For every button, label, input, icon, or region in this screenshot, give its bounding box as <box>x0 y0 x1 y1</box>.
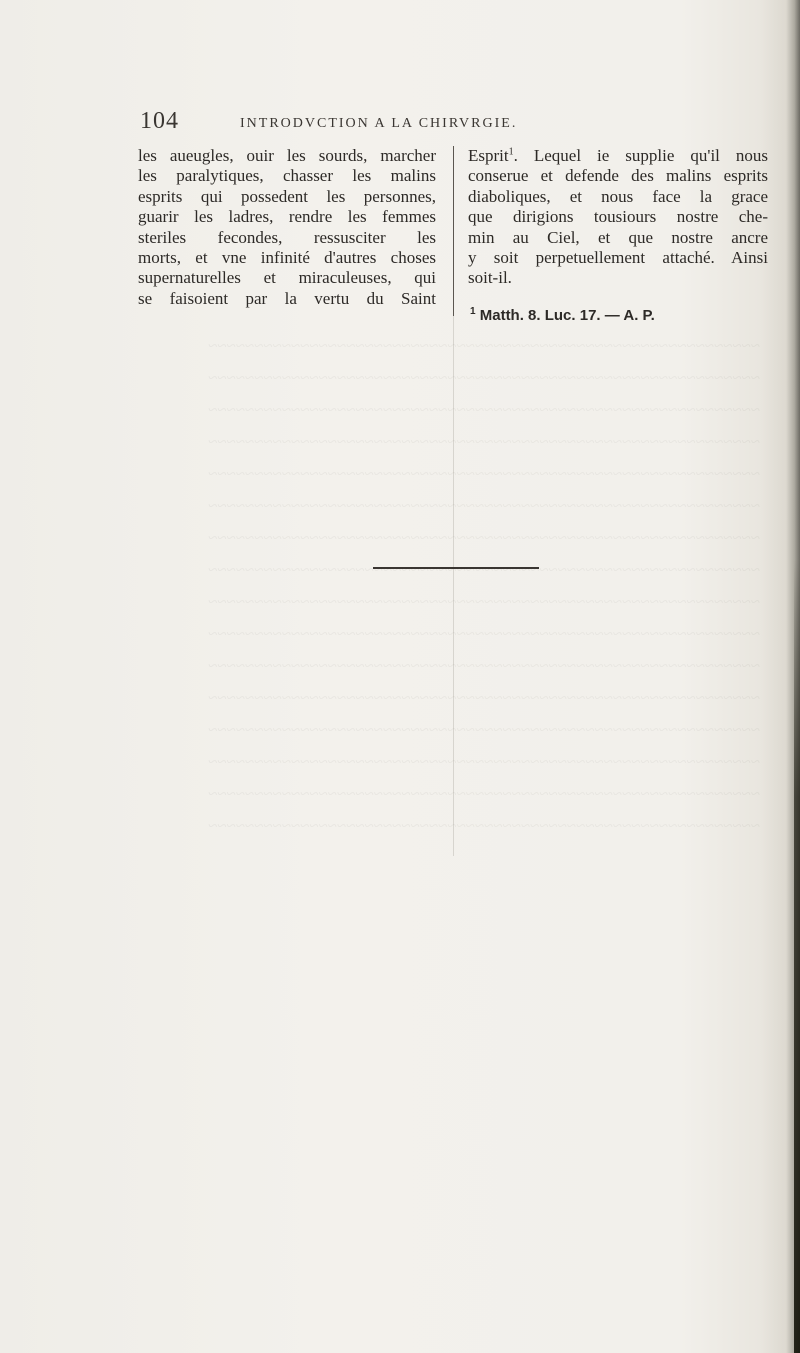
page-edge-dark <box>794 560 800 1353</box>
column-divider-show-through <box>453 316 454 856</box>
text-line <box>468 146 768 166</box>
text-line: soit-il. <box>468 268 512 288</box>
text-line: guarir les ladres, rendre les femmes <box>138 207 436 227</box>
text-line: esprits qui possedent les personnes, <box>138 186 436 206</box>
running-title: INTRODVCTION A LA CHIRVRGIE. <box>240 116 518 131</box>
footnote-reference: 1 <box>508 146 514 158</box>
page-header <box>140 108 660 142</box>
show-through-texture: ~~~~~~~~~~~~~~~~~~~~~~~~~~~~~~~~~~~~~~~~~~~~~~~~~~~~~~~~~~~~ ~~~~~~~~~~~~~~~~~~~~~~~~~~~~~~~~~~~~~~~~~~~~~~~~~~~~~~~~~~~~ ~~~~~~~~~~~~~~~~~~~~~~~~~~~~~~~~~~~~~~~~~~~~~~~~~~~~~~~~~~~~ ~~~~~~~~~~~~~~~~~~~~~~~~~~~~~~~~~~~~~~~~~~~~~~~~~~~~~~~~~~~~ ~~~~~~~~~~~~~~~~~~~~~~~~~~~~~~~~~~~~~~~~~~~~~~~~~~~~~~~~~~~~ ~~~~~~~~~~~~~~~~~~~~~~~~~~~~~~~~~~~~~~~~~~~~~~~~~~~~~~~~~~~~ ~~~~~~~~~~~~~~~~~~~~~~~~~~~~~~~~~~~~~~~~~~~~~~~~~~~~~~~~~~~~ ~~~~~~~~~~~~~~~~~~~~~~~~~~~~~~~~~~~~~~~~~~~~~~~~~~~~~~~~~~~~ ~~~~~~~~~~~~~~~~~~~~~~~~~~~~~~~~~~~~~~~~~~~~~~~~~~~~~~~~~~~~ ~~~~~~~~~~~~~~~~~~~~~~~~~~~~~~~~~~~~~~~~~~~~~~~~~~~~~~~~~~~~ ~~~~~~~~~~~~~~~~~~~~~~~~~~~~~~~~~~~~~~~~~~~~~~~~~~~~~~~~~~~~ ~~~~~~~~~~~~~~~~~~~~~~~~~~~~~~~~~~~~~~~~~~~~~~~~~~~~~~~~~~~~ ~~~~~~~~~~~~~~~~~~~~~~~~~~~~~~~~~~~~~~~~~~~~~~~~~~~~~~~~~~~~ ~~~~~~~~~~~~~~~~~~~~~~~~~~~~~~~~~~~~~~~~~~~~~~~~~~~~~~~~~~~~ ~~~~~~~~~~~~~~~~~~~~~~~~~~~~~~~~~~~~~~~~~~~~~~~~~~~~~~~~~~~~ ~~~~~~~~~~~~~~~~~~~~~~~~~~~~~~~~~~~~~~~~~~~~~~~~~~~~~~~~~~~~ <box>208 336 760 835</box>
footnote-text: Matth. 8. Luc. 17. — A. P. <box>479 307 655 324</box>
text-line: diaboliques, et nous face la grace <box>468 186 768 206</box>
text-line: y soit perpetuellement attaché. Ainsi <box>468 248 768 268</box>
text-line: se faisoient par la vertu du Saint <box>138 288 436 308</box>
right-column <box>468 146 768 289</box>
footnote <box>470 307 655 324</box>
page-number: 104 <box>140 108 179 134</box>
left-column <box>138 146 436 309</box>
column-divider <box>453 146 454 316</box>
text-line: steriles fecondes, ressusciter les <box>138 227 436 247</box>
first-word: Esprit <box>468 146 509 165</box>
text-line: supernaturelles et miraculeuses, qui <box>138 268 436 288</box>
text-line: conserue et defende des malins esprits <box>468 166 768 186</box>
text-line: morts, et vne infinité d'autres choses <box>138 248 436 268</box>
footnote-marker: 1 <box>470 306 476 317</box>
section-separator-rule <box>373 567 539 569</box>
text-line: les aueugles, ouir les sourds, marcher <box>138 146 436 165</box>
first-line-rest: . Lequel ie supplie qu'il nous <box>513 146 768 165</box>
text-line: les paralytiques, chasser les malins <box>138 166 436 186</box>
text-line: que dirigions tousiours nostre che- <box>468 207 768 227</box>
text-line: min au Ciel, et que nostre ancre <box>468 227 768 247</box>
